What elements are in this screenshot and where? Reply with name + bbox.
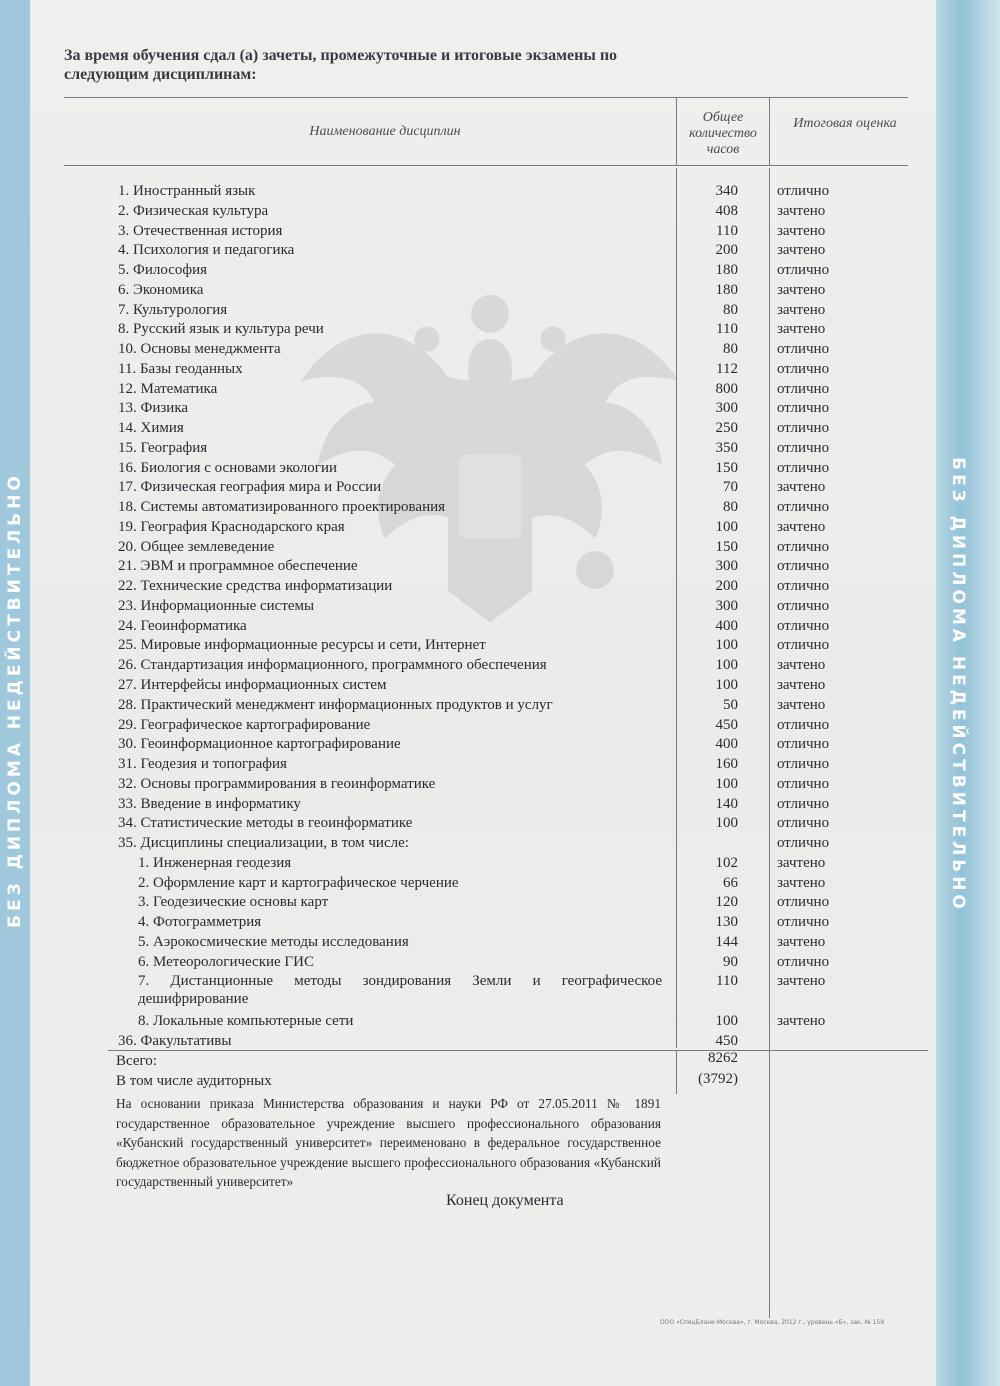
discipline-name: 28. Практический менеджмент информационных продуктов и услуг — [118, 697, 553, 713]
discipline-name: 13. Физика — [118, 400, 189, 416]
discipline-name: 17. Физическая география мира и России — [118, 479, 382, 495]
specialization-name: 1. Инженерная геодезия — [138, 855, 292, 871]
discipline-hours: 180 — [715, 282, 738, 298]
table-top-rule — [64, 97, 908, 98]
discipline-grade: отлично — [777, 183, 830, 199]
header-divider-2 — [769, 97, 770, 165]
discipline-name: 26. Стандартизация информационного, программного обеспечения — [118, 657, 547, 673]
end-of-document: Конец документа — [446, 1192, 564, 1209]
total-label: Всего: — [116, 1053, 157, 1069]
discipline-grade: отлично — [777, 578, 830, 594]
discipline-hours: 408 — [715, 203, 738, 219]
discipline-name: 8. Русский язык и культура речи — [118, 321, 324, 337]
discipline-grade: зачтено — [777, 697, 826, 713]
discipline-hours: 100 — [715, 657, 738, 673]
discipline-grade: отлично — [777, 539, 830, 555]
specialization-name: 8. Локальные компьютерные сети — [138, 1013, 354, 1029]
discipline-hours: 350 — [715, 440, 738, 456]
left-strip-text: БЕЗ ДИПЛОМА НЕДЕЙСТВИТЕЛЬНО — [5, 472, 25, 928]
discipline-hours: 100 — [715, 637, 738, 653]
discipline-grade: отлично — [777, 796, 830, 812]
specialization-name: 6. Метеорологические ГИС — [138, 954, 314, 970]
discipline-name: 12. Математика — [118, 381, 218, 397]
discipline-name: 19. География Краснодарского края — [118, 519, 345, 535]
discipline-hours: 80 — [723, 341, 738, 357]
discipline-hours: 80 — [723, 499, 738, 515]
discipline-hours: 150 — [715, 539, 738, 555]
discipline-name: 20. Общее землеведение — [118, 539, 275, 555]
discipline-name: 34. Статистические методы в геоинформатике — [118, 815, 413, 831]
discipline-grade: отлично — [777, 717, 830, 733]
discipline-grade: отлично — [777, 440, 830, 456]
discipline-grade: отлично — [777, 499, 830, 515]
discipline-name: 29. Географическое картографирование — [118, 717, 371, 733]
specialization-hours: 66 — [723, 875, 738, 891]
discipline-name: 21. ЭВМ и программное обеспечение — [118, 558, 358, 574]
discipline-grade: отлично — [777, 756, 830, 772]
totals-rule — [108, 1050, 928, 1051]
double-headed-eagle-watermark-icon — [280, 255, 700, 675]
discipline-name: 2. Физическая культура — [118, 203, 269, 219]
discipline-hours: 100 — [715, 815, 738, 831]
specialization-name: 5. Аэрокосмические методы исследования — [138, 934, 409, 950]
discipline-name: 22. Технические средства информатизации — [118, 578, 393, 594]
discipline-hours: 160 — [715, 756, 738, 772]
discipline-grade: зачтено — [777, 321, 826, 337]
discipline-grade: отлично — [777, 262, 830, 278]
specialization-grade: отлично — [777, 914, 830, 930]
discipline-name: 35. Дисциплины специализации, в том числе: — [118, 835, 409, 851]
discipline-name: 14. Химия — [118, 420, 184, 436]
discipline-hours: 140 — [715, 796, 738, 812]
discipline-grade: зачтено — [777, 657, 826, 673]
discipline-hours: 100 — [715, 519, 738, 535]
specialization-name: 7. Дистанционные методы зондирования Земли и географическое дешифрирование — [138, 973, 662, 1007]
discipline-grade: зачтено — [777, 282, 826, 298]
column-header-grade: Итоговая оценка — [793, 116, 897, 131]
discipline-name: 11. Базы геоданных — [118, 361, 243, 377]
discipline-hours: 100 — [715, 677, 738, 693]
discipline-hours: 450 — [715, 717, 738, 733]
specialization-hours: 120 — [715, 894, 738, 910]
discipline-hours: 80 — [723, 302, 738, 318]
discipline-name: 10. Основы менеджмента — [118, 341, 281, 357]
specialization-grade: зачтено — [777, 875, 826, 891]
printer-imprint: ООО «СпецБланк-Москва», г. Москва, 2012 г., уровень «Б», зак. № 159 — [660, 1319, 885, 1326]
specialization-hours: 102 — [715, 855, 738, 871]
discipline-hours: 200 — [715, 578, 738, 594]
totals-divider — [676, 1050, 677, 1094]
right-security-strip — [936, 0, 1000, 1386]
specialization-name: 3. Геодезические основы карт — [138, 894, 329, 910]
discipline-grade: отлично — [777, 361, 830, 377]
discipline-name: 15. География — [118, 440, 208, 456]
discipline-hours: 800 — [715, 381, 738, 397]
discipline-grade: отлично — [777, 381, 830, 397]
discipline-hours: 340 — [715, 183, 738, 199]
discipline-name: 5. Философия — [118, 262, 208, 278]
specialization-grade: зачтено — [777, 934, 826, 950]
discipline-name: 25. Мировые информационные ресурсы и сети, Интернет — [118, 637, 486, 653]
discipline-grade: зачтено — [777, 302, 826, 318]
discipline-name: 27. Интерфейсы информационных систем — [118, 677, 387, 693]
specialization-hours: 144 — [715, 934, 738, 950]
discipline-name: 16. Биология с основами экологии — [118, 460, 337, 476]
discipline-name: 1. Иностранный язык — [118, 183, 256, 199]
specialization-grade: зачтено — [777, 1013, 826, 1029]
discipline-grade: зачтено — [777, 242, 826, 258]
specialization-hours: 130 — [715, 914, 738, 930]
specialization-name: 2. Оформление карт и картографическое черчение — [138, 875, 459, 891]
specialization-grade: зачтено — [777, 855, 826, 871]
body-divider-1 — [676, 168, 677, 1048]
body-divider-2 — [769, 168, 770, 1318]
specialization-hours: 110 — [716, 973, 738, 989]
discipline-grade: отлично — [777, 736, 830, 752]
discipline-hours: 300 — [715, 400, 738, 416]
discipline-hours: 112 — [716, 361, 738, 377]
discipline-grade: отлично — [777, 815, 830, 831]
discipline-name: 30. Геоинформационное картографирование — [118, 736, 401, 752]
discipline-grade: зачтено — [777, 223, 826, 239]
discipline-hours: 100 — [715, 776, 738, 792]
discipline-hours: 110 — [716, 223, 738, 239]
discipline-hours: 110 — [716, 321, 738, 337]
specialization-hours: 90 — [723, 954, 738, 970]
discipline-grade: отлично — [777, 460, 830, 476]
right-strip-text: БЕЗ ДИПЛОМА НЕДЕЙСТВИТЕЛЬНО — [948, 457, 968, 913]
total-value: 8262 — [708, 1050, 738, 1066]
electives-hours: 450 — [715, 1033, 738, 1049]
discipline-grade: зачтено — [777, 479, 826, 495]
discipline-name: 24. Геоинформатика — [118, 618, 247, 634]
discipline-grade: зачтено — [777, 203, 826, 219]
discipline-hours: 250 — [715, 420, 738, 436]
discipline-hours: 150 — [715, 460, 738, 476]
discipline-name: 6. Экономика — [118, 282, 204, 298]
discipline-hours: 50 — [723, 697, 738, 713]
discipline-grade: отлично — [777, 618, 830, 634]
specialization-grade: отлично — [777, 954, 830, 970]
discipline-hours: 400 — [715, 618, 738, 634]
discipline-name: 4. Психология и педагогика — [118, 242, 295, 258]
renaming-note: На основании приказа Министерства образования и науки РФ от 27.05.2011 № 1891 государственное образовательное учреждение высшего профессионального образования «Кубанский государственный университет» переименовано в федеральное государственное бюджетное образовательное учреждение высшего профессионального образования «Кубанский государственный университет» — [116, 1096, 661, 1190]
specialization-grade: зачтено — [777, 973, 826, 989]
discipline-name: 7. Культурология — [118, 302, 228, 318]
discipline-hours: 300 — [715, 598, 738, 614]
discipline-name: 33. Введение в информатику — [118, 796, 301, 812]
specialization-hours: 100 — [715, 1013, 738, 1029]
discipline-grade: отлично — [777, 400, 830, 416]
discipline-name: 23. Информационные системы — [118, 598, 315, 614]
classroom-value: (3792) — [698, 1071, 738, 1087]
column-header-name: Наименование дисциплин — [309, 124, 461, 139]
discipline-grade: зачтено — [777, 519, 826, 535]
discipline-hours: 70 — [723, 479, 738, 495]
discipline-grade: отлично — [777, 835, 830, 851]
discipline-grade: зачтено — [777, 677, 826, 693]
discipline-hours: 180 — [715, 262, 738, 278]
classroom-label: В том числе аудиторных — [116, 1073, 272, 1089]
discipline-name: 18. Системы автоматизированного проектирования — [118, 499, 446, 515]
discipline-grade: отлично — [777, 637, 830, 653]
discipline-name: 3. Отечественная история — [118, 223, 283, 239]
discipline-grade: отлично — [777, 598, 830, 614]
discipline-grade: отлично — [777, 776, 830, 792]
discipline-grade: отлично — [777, 420, 830, 436]
page-heading: За время обучения сдал (а) зачеты, промежуточные и итоговые экзамены по следующим дисциплинам: — [64, 47, 618, 83]
discipline-hours: 200 — [715, 242, 738, 258]
specialization-name: 4. Фотограмметрия — [138, 914, 262, 930]
discipline-hours: 400 — [715, 736, 738, 752]
discipline-grade: отлично — [777, 558, 830, 574]
header-bottom-rule — [64, 165, 908, 166]
header-divider-1 — [676, 97, 677, 165]
discipline-grade: отлично — [777, 341, 830, 357]
discipline-name: 31. Геодезия и топография — [118, 756, 287, 772]
column-header-hours: Общее количество часов — [689, 110, 757, 157]
electives-name: 36. Факультативы — [118, 1033, 232, 1049]
specialization-grade: отлично — [777, 894, 830, 910]
discipline-hours: 300 — [715, 558, 738, 574]
discipline-name: 32. Основы программирования в геоинформатике — [118, 776, 436, 792]
